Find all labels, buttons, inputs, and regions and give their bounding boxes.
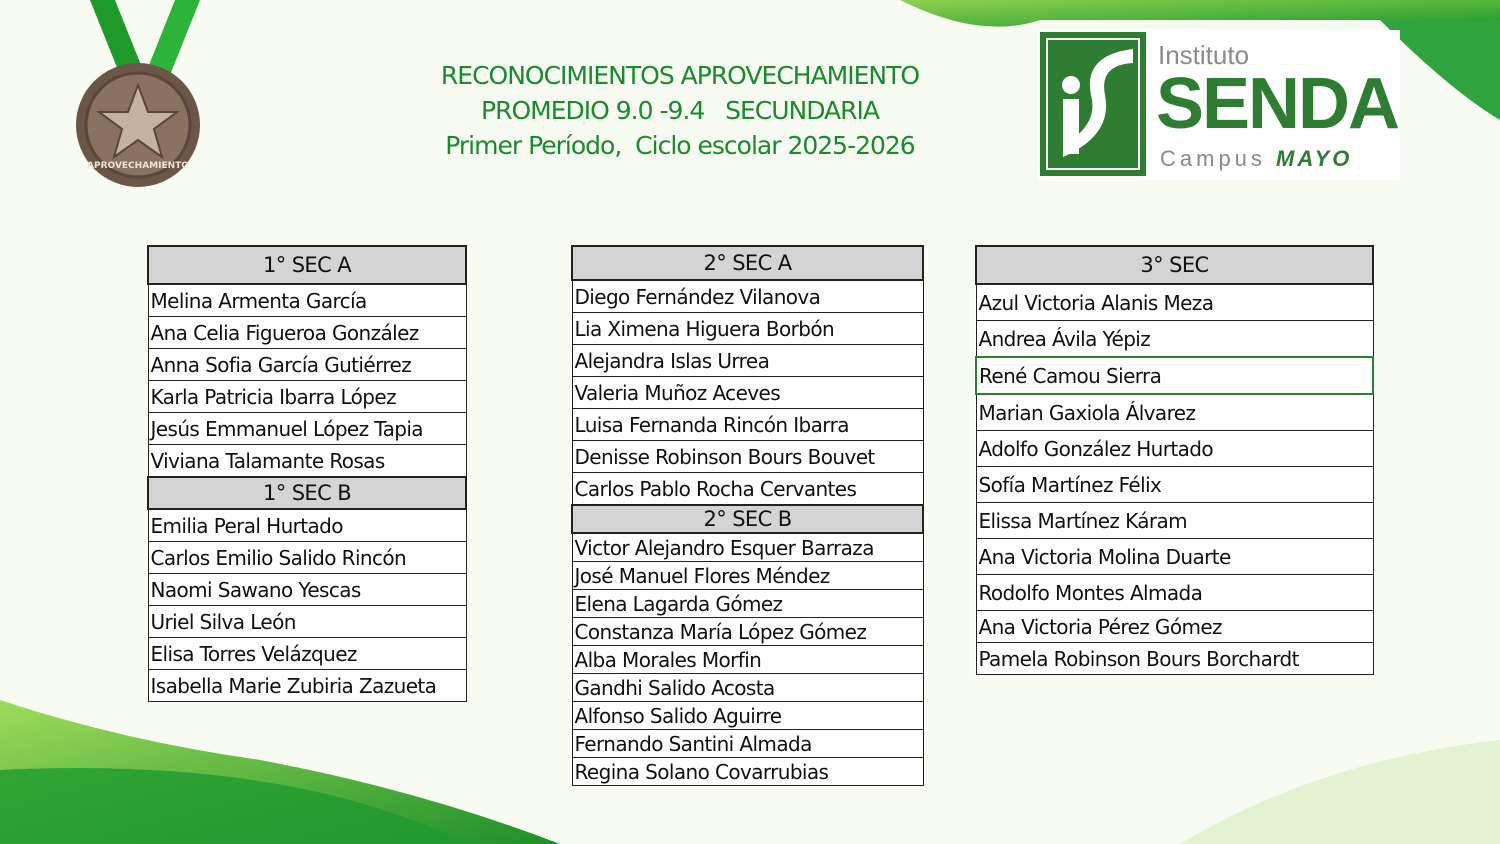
student-name: Ana Celia Figueroa González bbox=[148, 317, 466, 349]
is-logo-mark bbox=[1040, 32, 1146, 176]
student-name: Gandhi Salido Acosta bbox=[572, 674, 923, 702]
group-header-1-sec-b: 1° SEC B bbox=[148, 477, 466, 509]
student-name-selected: René Camou Sierra bbox=[976, 357, 1373, 394]
student-name: Diego Fernández Vilanova bbox=[572, 280, 923, 313]
group-header-2-sec-a: 2° SEC A bbox=[572, 246, 923, 280]
student-name: Elena Lagarda Gómez bbox=[572, 590, 923, 618]
title-line-1: RECONOCIMIENTOS APROVECHAMIENTO bbox=[440, 61, 920, 90]
svg-text:APROVECHAMIENTO: APROVECHAMIENTO bbox=[87, 161, 189, 171]
student-name: Carlos Pablo Rocha Cervantes bbox=[572, 473, 923, 506]
student-name: Andrea Ávila Yépiz bbox=[976, 321, 1373, 358]
logo-instituto-text: Instituto bbox=[1158, 40, 1250, 70]
student-name: Adolfo González Hurtado bbox=[976, 431, 1373, 467]
bottom-right-wave bbox=[1180, 740, 1500, 844]
student-name: Luisa Fernanda Rincón Ibarra bbox=[572, 409, 923, 441]
student-name: Elisa Torres Velázquez bbox=[148, 638, 466, 670]
group-header-2-sec-b: 2° SEC B bbox=[572, 505, 923, 533]
student-name: Valeria Muñoz Aceves bbox=[572, 377, 923, 409]
student-name: Regina Solano Covarrubias bbox=[572, 758, 923, 786]
student-name: Pamela Robinson Bours Borchardt bbox=[976, 643, 1373, 675]
table-1-sec bbox=[147, 245, 467, 702]
student-name: Lia Ximena Higuera Borbón bbox=[572, 313, 923, 345]
student-name: Carlos Emilio Salido Rincón bbox=[148, 542, 466, 574]
senda-logo bbox=[1038, 30, 1400, 180]
student-name: Karla Patricia Ibarra López bbox=[148, 381, 466, 413]
student-name: José Manuel Flores Méndez bbox=[572, 562, 923, 590]
student-name: Constanza María López Gómez bbox=[572, 618, 923, 646]
title-line-2: PROMEDIO 9.0 -9.4 SECUNDARIA bbox=[481, 96, 879, 125]
medal-image bbox=[60, 0, 230, 200]
student-name: Fernando Santini Almada bbox=[572, 730, 923, 758]
title-line-3: Primer Período, Ciclo escolar 2025-2026 bbox=[445, 131, 915, 160]
student-name: Alba Morales Morfin bbox=[572, 646, 923, 674]
group-header-1-sec-a: 1° SEC A bbox=[148, 246, 466, 284]
document-title bbox=[380, 58, 980, 163]
table-2-sec bbox=[571, 245, 924, 786]
student-name: Emilia Peral Hurtado bbox=[148, 509, 466, 542]
student-name: Alfonso Salido Aguirre bbox=[572, 702, 923, 730]
student-name: Anna Sofia García Gutiérrez bbox=[148, 349, 466, 381]
table-3-sec bbox=[975, 245, 1374, 675]
group-header-3-sec: 3° SEC bbox=[976, 246, 1373, 284]
student-name: Marian Gaxiola Álvarez bbox=[976, 394, 1373, 431]
student-name: Elissa Martínez Káram bbox=[976, 503, 1373, 539]
student-name: Alejandra Islas Urrea bbox=[572, 345, 923, 377]
logo-senda-text: SENDA bbox=[1156, 64, 1399, 144]
star-medal-icon bbox=[60, 0, 230, 200]
logo-campus-text: Campus MAYO bbox=[1160, 146, 1353, 171]
student-name: Melina Armenta García bbox=[148, 284, 466, 317]
student-name: Naomi Sawano Yescas bbox=[148, 574, 466, 606]
student-name: Rodolfo Montes Almada bbox=[976, 575, 1373, 611]
student-name: Azul Victoria Alanis Meza bbox=[976, 284, 1373, 321]
student-name: Denisse Robinson Bours Bouvet bbox=[572, 441, 923, 473]
student-name: Sofía Martínez Félix bbox=[976, 467, 1373, 503]
student-name: Viviana Talamante Rosas bbox=[148, 445, 466, 478]
student-name: Isabella Marie Zubiria Zazueta bbox=[148, 670, 466, 702]
student-name: Ana Victoria Molina Duarte bbox=[976, 539, 1373, 575]
student-name: Uriel Silva León bbox=[148, 606, 466, 638]
student-name: Ana Victoria Pérez Gómez bbox=[976, 611, 1373, 643]
student-name: Jesús Emmanuel López Tapia bbox=[148, 413, 466, 445]
student-name: Victor Alejandro Esquer Barraza bbox=[572, 533, 923, 562]
